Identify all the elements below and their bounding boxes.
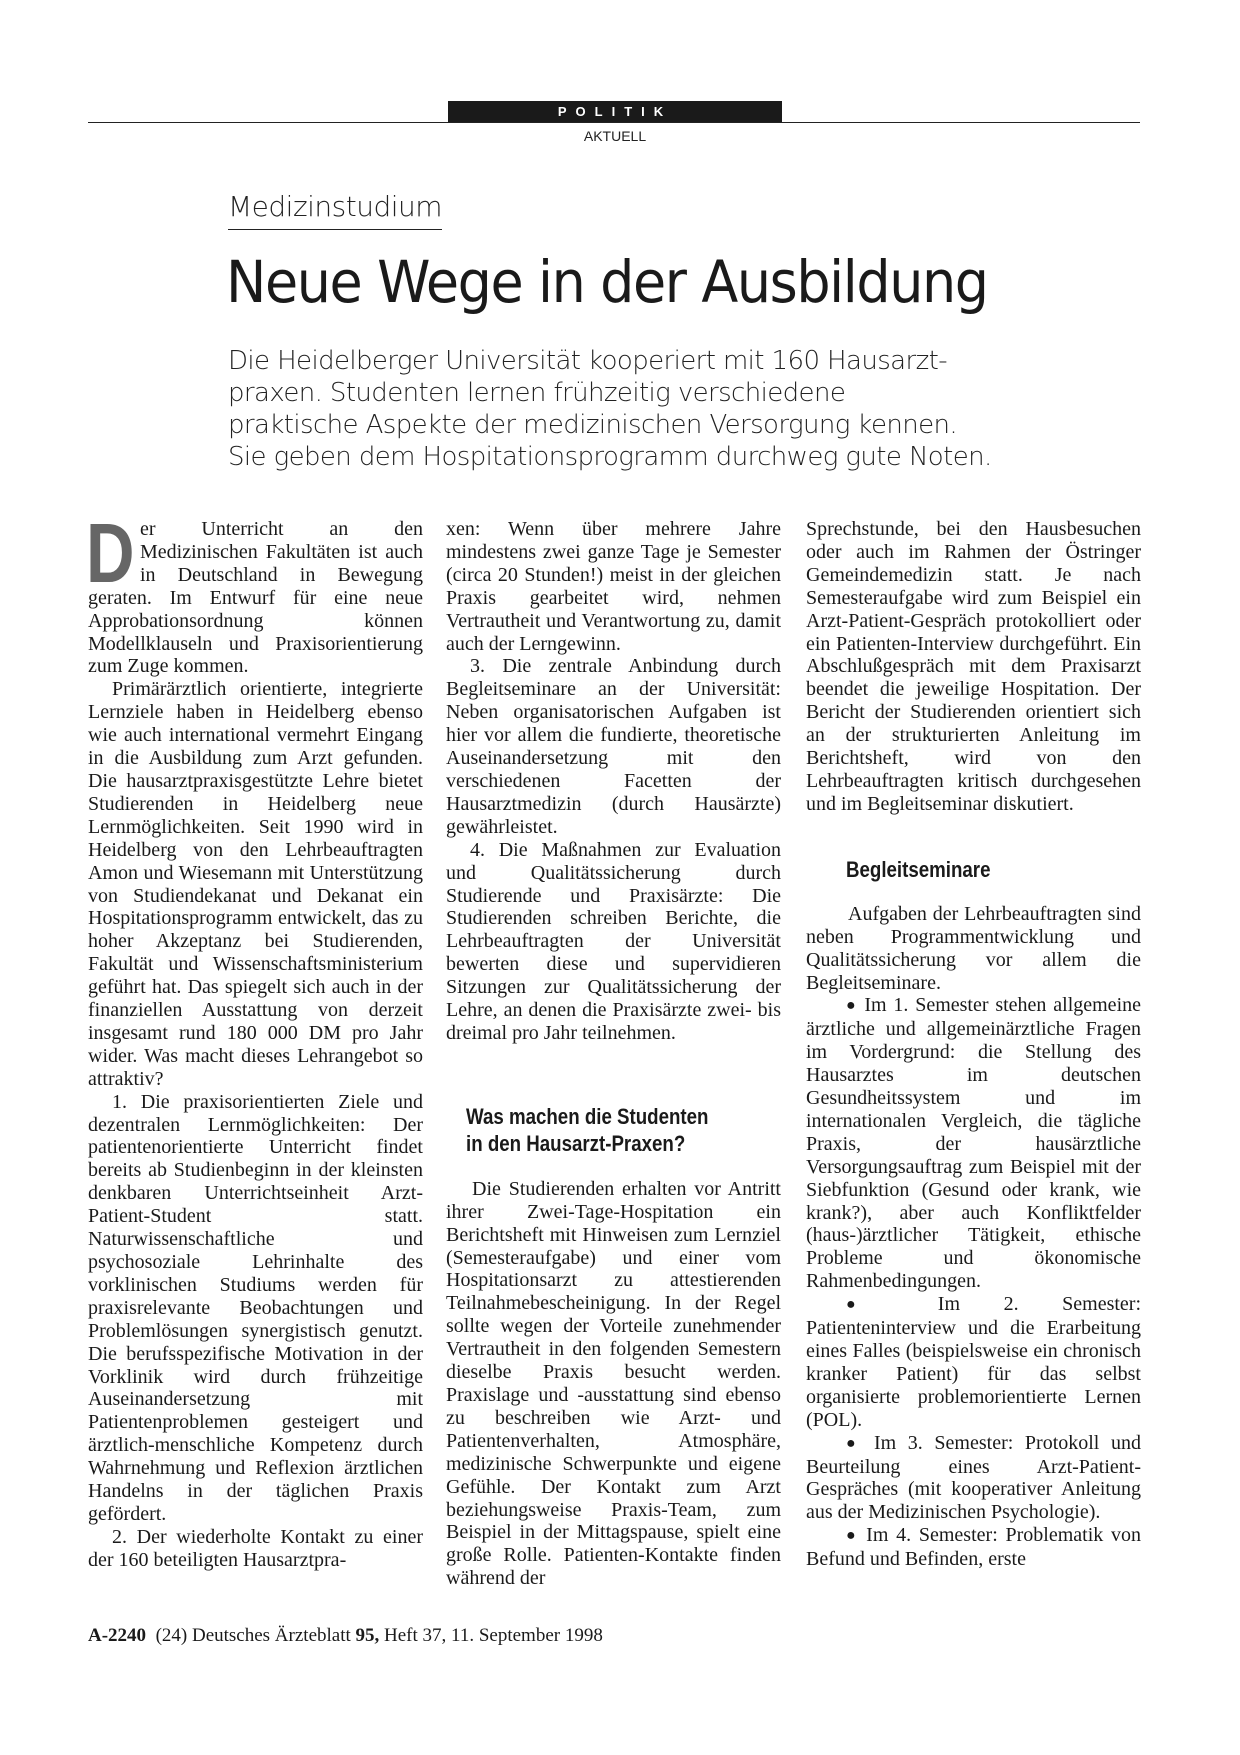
text-column-3 <box>806 518 1141 1571</box>
paragraph: 2. Der wiederholte Kontakt zu einer der 160 beteiligten Hausarztpra- <box>88 1525 423 1571</box>
heading-line: in den Hausarzt-Praxen? <box>466 1130 686 1156</box>
issue-info: Heft 37, 11. September 1998 <box>384 1625 603 1646</box>
article-kicker: Medizinstudium <box>228 190 442 230</box>
bullet-text: Im 3. Semester: Protokoll und Beurteilung eines Arzt-Patient-Gespräches (mit kooperativer Anleitung aus der Medizinischen Psychologie). <box>806 1431 1141 1524</box>
text-column-1 <box>86 506 423 1572</box>
section-heading: Begleitseminare <box>846 856 991 882</box>
page-number: A-2240 <box>88 1625 147 1646</box>
bullet-text: Im 1. Semester stehen allgemeine ärztliche und allgemeinärztliche Fragen im Vordergrund: die Stellung des Hausarztes im deutschen Gesundheitssystem und im internationalen Vergleich, die tägliche Praxis, der hausärztliche Versorgungsauftrag zum Beispiel mit der Siebfunktion (Gesund oder krank, wie krank?), aber auch Konfliktfelder (haus-)ärztlicher Tätigkeit, ethische Probleme und ökonomische Rahmenbedingungen. <box>806 994 1141 1293</box>
paragraph: xen: Wenn über mehrere Jahre mindestens zwei ganze Tage je Semester (circa 20 Stunden!) meist in der gleichen Praxis gearbeitet wird, nehmen Vertrautheit und Verantwortung zu, damit auch der Lerngewinn. <box>446 518 781 655</box>
header-rule <box>88 122 1140 123</box>
bullet-text: Im 2. Semester: Patienteninterview und die Erarbeitung eines Falles (beispielsweise ein chronisch kranker Patient) für das selbst organisierte problemorientierte Lernen (POL). <box>806 1293 1141 1431</box>
bullet-item <box>806 1293 1141 1431</box>
bullet-item <box>806 1524 1141 1571</box>
bullet-item <box>806 994 1141 1293</box>
bullet-icon: ● <box>846 997 858 1015</box>
paragraph: 1. Die praxisorientierten Ziele und dezentralen Lernmöglichkeiten: Der patientenorientierte Unterricht findet bereits ab Studienbeginn in der kleinsten denkbaren Unterrichtseinheit Arzt-Patient-Student statt. Naturwissenschaftliche und psychosoziale Lehrinhalte des vorklinischen Studiums werden für praxisrelevante Beobachtungen und Problemlösungen synergistisch genutzt. Die berufsspezifische Motivation in der Vorklinik wird durch frühzeitige Auseinandersetzung mit Patientenproblemen gesteigert und ärztlich-menschliche Kompetenz durch Wahrnehmung und Reflexion ärztlichen Handelns in der täglichen Praxis gefördert. <box>88 1090 423 1525</box>
paragraph <box>86 506 423 678</box>
bullet-icon: ● <box>846 1434 863 1452</box>
lead-line: praktische Aspekte der medizinischen Versorgung kennen. <box>228 410 958 440</box>
volume-number: 95, <box>355 1625 380 1646</box>
bullet-icon: ● <box>846 1296 895 1314</box>
page-footer <box>88 1625 603 1647</box>
journal-name: (24) Deutsches Ärzteblatt <box>155 1625 351 1646</box>
text-column-2 <box>446 518 781 1590</box>
paragraph: Die Studierenden erhalten vor Antritt ihrer Zwei-Tage-Hospitation ein Berichtsheft mit Hinweisen zum Lernziel (Semesteraufgabe) und einer vom Hospitationsarzt zu attestierenden Teilnahmebescheinigung. In der Regel sollte wegen der Vorteile zunehmender Vertrautheit in den folgenden Semestern dieselbe Praxis besucht werden. Praxislage und -ausstattung sind ebenso zu beschreiben wie Arzt- und Patientenverhalten, Atmosphäre, medizinische Schwerpunkte und eigene Gefühle. Der Kontakt zum Arzt beziehungsweise Praxis-Team, zum Beispiel in der Mittagspause, spielt eine große Rolle. Patienten-Kontakte finden während der <box>446 1177 781 1590</box>
lead-line: praxen. Studenten lernen frühzeitig verschiedene <box>228 378 846 408</box>
subsection-label: AKTUELL <box>583 128 647 144</box>
paragraph: 4. Die Maßnahmen zur Evaluation und Qualitätssicherung durch Studierende und Praxisärzte: Die Studierenden schreiben Berichte, die Lehrbeauftragten der Universität bewerten diese und supervidieren Sitzungen zur Qualitätssicherung der Lehre, an denen die Praxisärzte zwei- bis dreimal pro Jahr teilnehmen. <box>446 838 781 1044</box>
lead-line: Sie geben dem Hospitationsprogramm durchweg gute Noten. <box>228 442 992 472</box>
lead-line: Die Heidelberger Universität kooperiert mit 160 Hausarzt- <box>228 346 948 376</box>
paragraph: Sprechstunde, bei den Hausbesuchen oder auch im Rahmen der Östringer Gemeindemedizin statt. Je nach Semesteraufgabe wird zum Beispiel ein Arzt-Patient-Gespräch protokolliert oder ein Patienten-Interview durchgeführt. Ein Abschlußgespräch mit dem Praxisarzt beendet die jeweilige Hospitation. Der Bericht der Studierenden orientiert sich an der strukturierten Anleitung im Berichtsheft, wird von den Lehrbeauftragten kritisch durchgesehen und im Begleitseminar diskutiert. <box>806 518 1141 815</box>
bullet-text: Im 4. Semester: Problematik von Befund und Befinden, erste <box>806 1524 1141 1571</box>
bullet-item <box>806 1432 1141 1525</box>
section-heading <box>466 1103 734 1157</box>
paragraph: Aufgaben der Lehrbeauftragten sind neben Programmentwicklung und Qualitätssicherung vor allem die Begleitseminare. <box>806 902 1141 994</box>
article-title: Neue Wege in der Ausbildung <box>226 248 988 316</box>
heading-line: Was machen die Studenten <box>466 1103 709 1129</box>
paragraph: 3. Die zentrale Anbindung durch Begleitseminare an der Universität: Neben organisatorischen Aufgaben ist hier vor allem die fundierte, theoretische Auseinandersetzung mit den verschiedenen Facetten der Hausarztmedizin (durch Hausärzte) gewährleistet. <box>446 655 781 838</box>
drop-cap: D <box>86 506 135 600</box>
section-tag: POLITIK <box>448 101 782 122</box>
bullet-icon: ● <box>846 1527 859 1545</box>
paragraph-text: er Unterricht an den Medizinischen Fakultäten ist auch in Deutschland in Bewegung geraten. Im Entwurf für eine neue Approbationsordnung können Modellklauseln und Praxisorientierung zum Zuge kommen. <box>88 518 423 678</box>
paragraph: Primärärztlich orientierte, integrierte Lernziele haben in Heidelberg ebenso wie auch international vermehrt Eingang in die Ausbildung zum Arzt gefunden. Die hausarztpraxisgestützte Lehre bietet Studierenden in Heidelberg neue Lernmöglichkeiten. Seit 1990 wird in Heidelberg von den Lehrbeauftragten Amon und Wiesemann mit Unterstützung von Studiendekanat und Dekanat ein Hospitationsprogramm entwickelt, das zu hoher Akzeptanz bei Studierenden, Fakultät und Wissenschaftsministerium geführt hat. Das spiegelt sich auch in der finanziellen Ausstattung von derzeit insgesamt rund 180 000 DM pro Jahr wider. Was macht dieses Lehrangebot so attraktiv? <box>88 678 423 1090</box>
article-lead <box>228 345 1008 473</box>
